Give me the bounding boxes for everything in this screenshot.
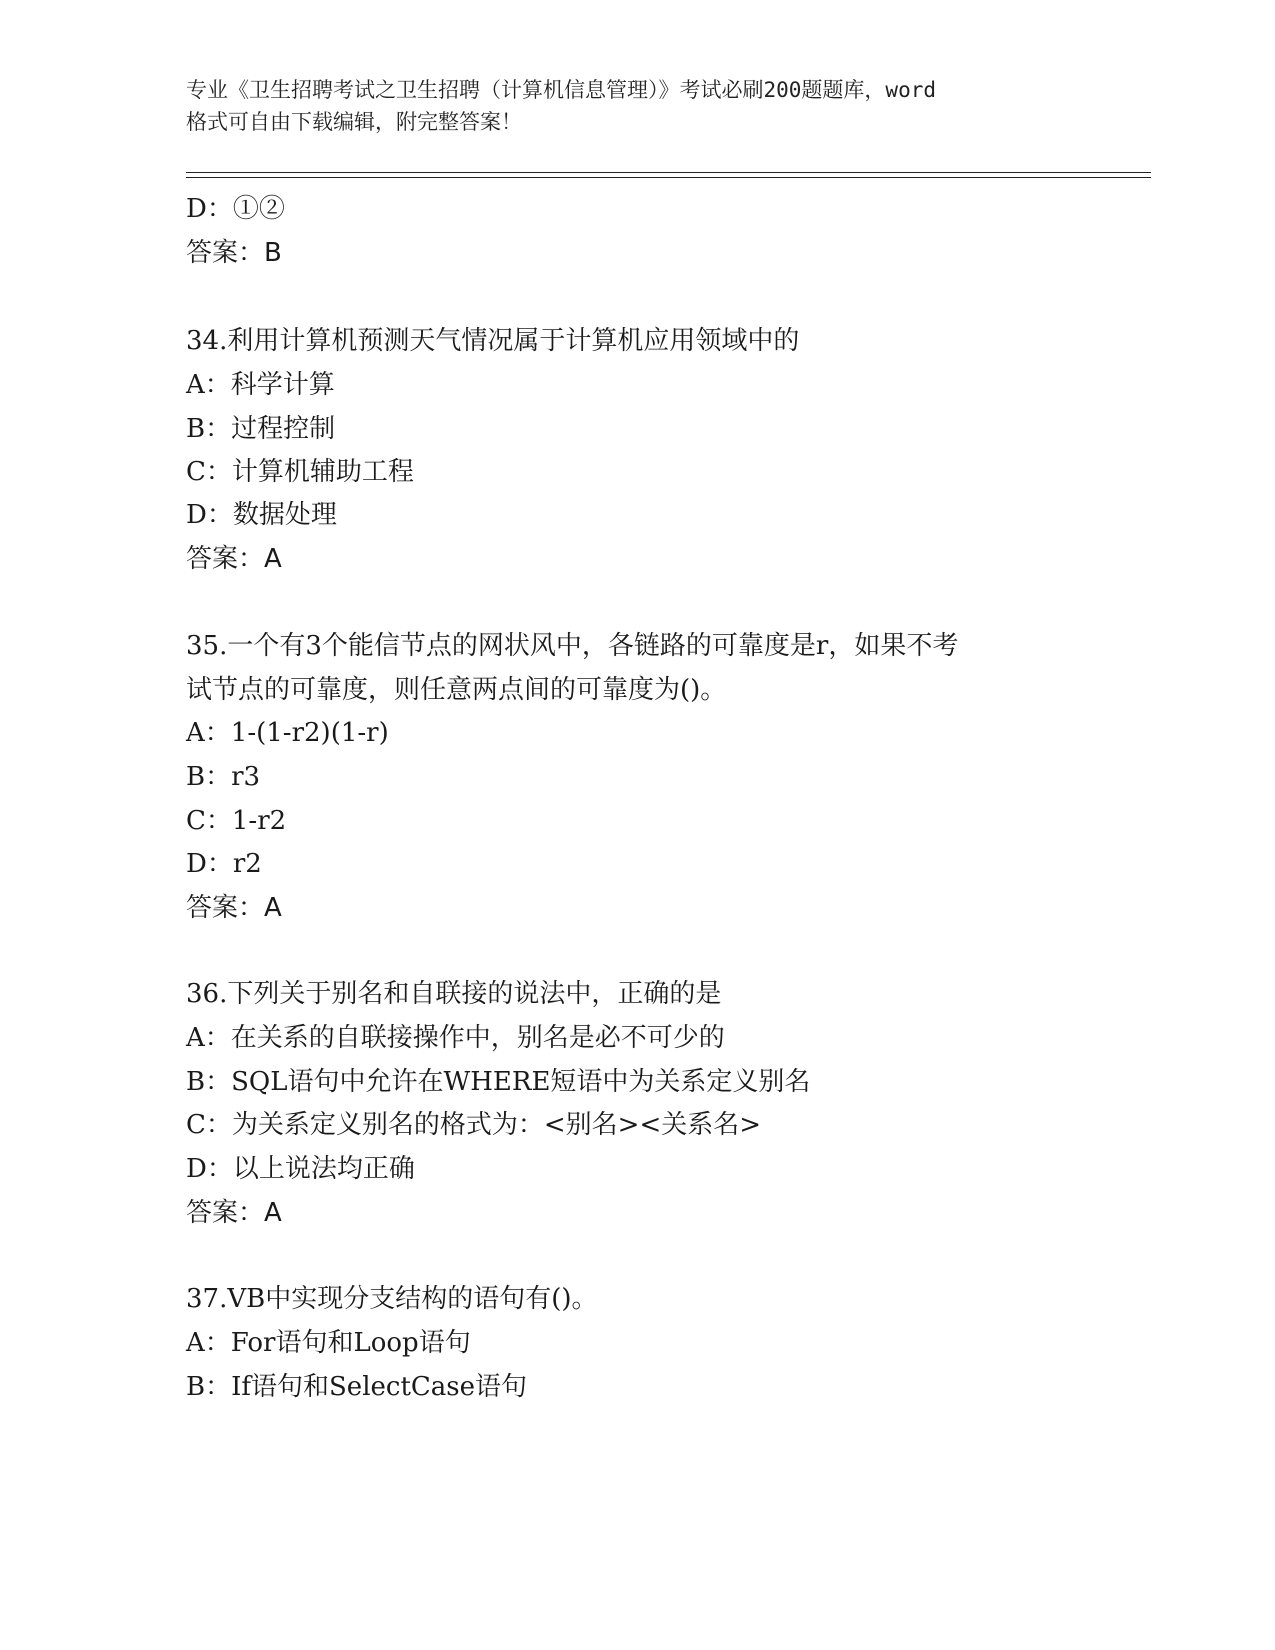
header-rule-top: [186, 172, 1151, 173]
q35-option-b: B：r3: [186, 762, 261, 792]
q37-option-a: A：For语句和Loop语句: [186, 1328, 471, 1358]
document-header: [186, 74, 1086, 138]
q36-answer: 答案：A: [186, 1198, 282, 1228]
q35-option-a: A：1-(1-r2)(1-r): [186, 718, 389, 748]
q36-stem: 36.下列关于别名和自联接的说法中，正确的是: [186, 979, 722, 1009]
q34-answer: 答案：A: [186, 544, 282, 574]
q35-stem-line-1: 35.一个有3个能信节点的网状风中，各链路的可靠度是r，如果不考: [186, 631, 959, 661]
q37-option-b: B：If语句和SelectCase语句: [186, 1372, 528, 1402]
q35-option-c: C：1-r2: [186, 806, 287, 836]
q36-option-d: D：以上说法均正确: [186, 1154, 415, 1184]
q34-stem: 34.利用计算机预测天气情况属于计算机应用领域中的: [186, 326, 800, 356]
q35-answer: 答案：A: [186, 893, 282, 923]
q34-option-b: B：过程控制: [186, 414, 336, 444]
q35-stem-line-2: 试节点的可靠度，则任意两点间的可靠度为()。: [186, 675, 727, 705]
prev-option-d: D：①②: [186, 194, 285, 224]
q34-option-a: A：科学计算: [186, 370, 335, 400]
q36-option-c: C：为关系定义别名的格式为：<别名><关系名>: [186, 1110, 762, 1140]
q34-option-d: D：数据处理: [186, 500, 337, 530]
header-line-2: 格式可自由下载编辑，附完整答案！: [186, 110, 522, 134]
q36-option-b: B：SQL语句中允许在WHERE短语中为关系定义别名: [186, 1067, 811, 1097]
header-line-1: 专业《卫生招聘考试之卫生招聘（计算机信息管理）》考试必刷200题题库，word: [186, 78, 936, 102]
q35-option-d: D：r2: [186, 849, 262, 879]
q37-stem: 37.VB中实现分支结构的语句有()。: [186, 1284, 598, 1314]
header-rule-bottom: [186, 177, 1151, 178]
prev-answer: 答案：B: [186, 238, 282, 268]
q34-option-c: C：计算机辅助工程: [186, 457, 414, 487]
q36-option-a: A：在关系的自联接操作中，别名是必不可少的: [186, 1023, 725, 1053]
